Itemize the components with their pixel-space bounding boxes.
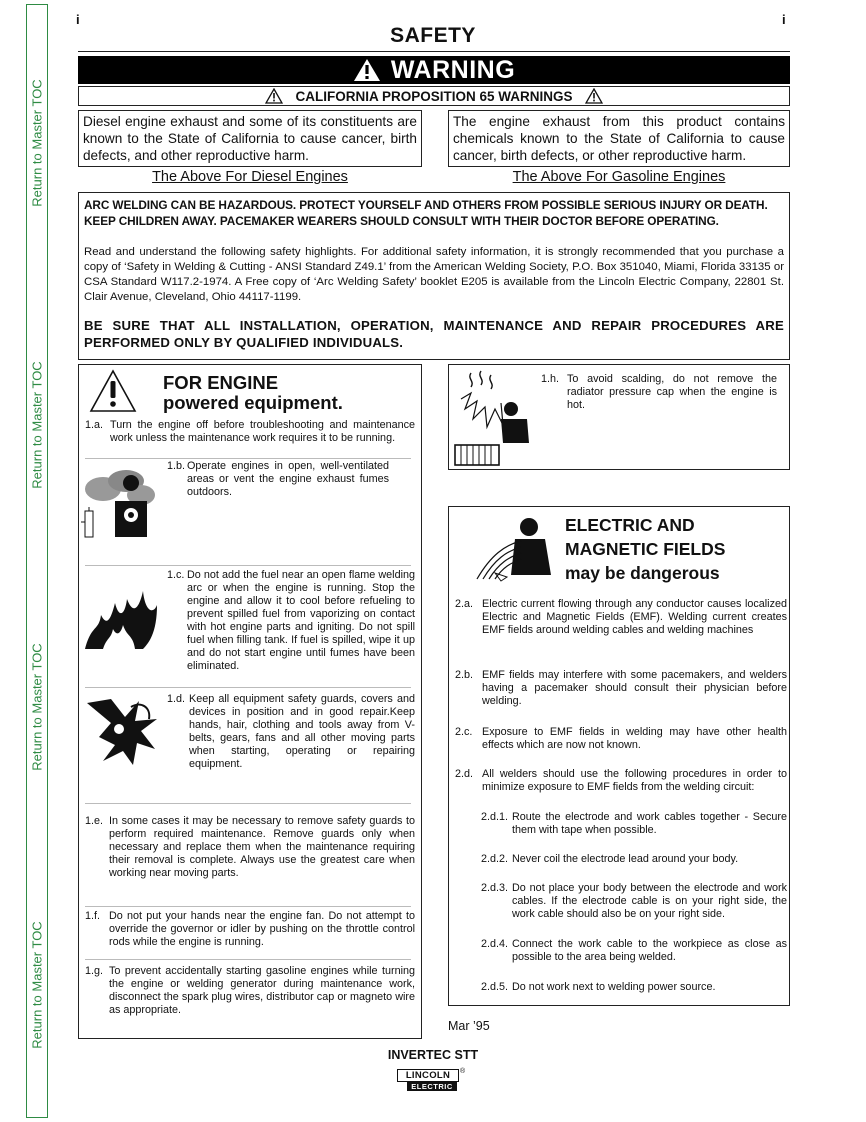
- return-to-master-toc-link[interactable]: Return to Master TOC: [29, 643, 45, 771]
- caution-triangle-icon: [89, 369, 137, 413]
- engine-item-1d: 1.d. Keep all equipment safety guards, covers and devices in position and in good repair.Keep hands, hair, clothing and tools away from V-belts, gears, fans and all other moving parts when starting, operating or repairing equipment.: [167, 693, 415, 770]
- ca-prop65-title: CALIFORNIA PROPOSITION 65 WARNINGS: [295, 88, 573, 104]
- emf-item-2d4: 2.d.4. Connect the work cable to the workpiece as close as possible to the area being welded.: [481, 938, 787, 963]
- warning-triangle-icon: [585, 88, 603, 104]
- title-rule: [78, 51, 790, 52]
- registered-mark: ®: [460, 1068, 466, 1075]
- qualified-personnel-statement: BE SURE THAT ALL INSTALLATION, OPERATION, MAINTENANCE AND REPAIR PROCEDURES ARE PERFORMED ONLY BY QUALIFIED INDIVIDUALS.: [84, 318, 784, 350]
- emf-item-2b: 2.b. EMF fields may interfere with some pacemakers, and welders having a pacemaker should consult their physician before welding.: [455, 669, 787, 707]
- emf-item-2d3: 2.d.3. Do not place your body between the electrode and work cables. If the electrode cable is on your right side, the work cable should also be on your right side.: [481, 882, 787, 920]
- warning-banner: [78, 56, 790, 84]
- lincoln-electric-logo: [397, 1069, 467, 1093]
- hazard-statement: ARC WELDING CAN BE HAZARDOUS. PROTECT YOURSELF AND OTHERS FROM POSSIBLE SERIOUS INJURY OR DEATH. KEEP CHILDREN AWAY. PACEMAKER WEARERS SHOULD CONSULT WITH THEIR DOCTOR BEFORE OPERATING.: [84, 198, 768, 228]
- divider: [85, 565, 411, 566]
- general-hazard-box: [78, 192, 790, 360]
- ca-diesel-warning: Diesel engine exhaust and some of its constituents are known to the State of California to cause cancer, birth defects, and other reproductive harm.: [78, 110, 422, 167]
- divider: [85, 959, 411, 960]
- logo-top: LINCOLN: [397, 1069, 459, 1082]
- welder-emf-icon: [471, 515, 557, 585]
- warning-triangle-icon: [265, 88, 283, 104]
- safety-reference-text: Read and understand the following safety highlights. For additional safety information, it is strongly recommended that you purchase a copy of ‘Safety in Welding & Cutting - ANSI Standard Z49.1’ from the American Welding Society, P.O. Box 351040, Miami, Florida 33135 or CSA Standard W117.2-1974. A Free copy of ‘Arc Welding Safety’ booklet E205 is available from the Lincoln Electric Company, 22801 St. Clair Avenue, Cleveland, Ohio 44117-1199.: [84, 246, 784, 303]
- radiator-safety-box: [448, 364, 790, 470]
- engine-section-title: FOR ENGINE powered equipment.: [163, 372, 343, 413]
- emf-item-2a: 2.a. Electric current flowing through any conductor causes localized Electric and Magnetic Fields (EMF). Welding current creates EMF fields around welding cables and welding machines: [455, 598, 787, 636]
- emf-item-2d: 2.d. All welders should use the following procedures in order to minimize exposure to EMF fields from the welding circuit:: [455, 768, 787, 793]
- engine-item-1g: 1.g. To prevent accidentally starting gasoline engines while turning the engine or welding generator during maintenance work, disconnect the spark plug wires, distributor cap or magneto wire as appropriate.: [85, 965, 415, 1016]
- divider: [85, 803, 411, 804]
- ca-prop65-header: [78, 86, 790, 106]
- moving-parts-hand-icon: [81, 697, 161, 767]
- warning-text: WARNING: [390, 55, 516, 84]
- engine-item-1b: 1.b. Operate engines in open, well-ventilated areas or vent the engine exhaust fumes outdoors.: [167, 460, 389, 498]
- divider: [85, 906, 411, 907]
- flame-icon: [81, 585, 161, 651]
- page-marker-left: i: [76, 12, 80, 27]
- emf-item-2d5: 2.d.5. Do not work next to welding power source.: [481, 981, 716, 993]
- divider: [85, 687, 411, 688]
- return-to-master-toc-link[interactable]: Return to Master TOC: [29, 921, 45, 1049]
- emf-section-title: ELECTRIC AND MAGNETIC FIELDS may be dangerous: [565, 515, 726, 583]
- emf-item-2d2: 2.d.2. Never coil the electrode lead around your body.: [481, 853, 739, 865]
- return-to-master-toc-link[interactable]: Return to Master TOC: [29, 79, 45, 207]
- page-title: SAFETY: [390, 24, 476, 47]
- emf-item-2c: 2.c. Exposure to EMF fields in welding may have other health effects which are now not known.: [455, 726, 787, 751]
- engine-item-1h: 1.h. To avoid scalding, do not remove the radiator pressure cap when the engine is hot.: [541, 373, 777, 411]
- return-to-master-toc-link[interactable]: Return to Master TOC: [29, 361, 45, 489]
- engine-safety-section: [78, 364, 422, 1039]
- radiator-steam-icon: [451, 369, 535, 467]
- revision-date: Mar ’95: [448, 1019, 490, 1033]
- engine-item-1e: 1.e. In some cases it may be necessary to remove safety guards to perform required maintenance. Remove guards only when necessary and replace them when the maintenance requiring their removal is complete. Always use the greatest care when working near moving parts.: [85, 815, 415, 879]
- toc-strip: [26, 4, 48, 1118]
- engine-item-1a: 1.a. Turn the engine off before troubleshooting and maintenance work unless the maintenance work requires it to be running.: [85, 419, 415, 444]
- emf-item-2d1: 2.d.1. Route the electrode and work cables together - Secure them with tape when possible.: [481, 811, 787, 836]
- engine-item-1c: 1.c. Do not add the fuel near an open flame welding arc or when the engine is running. Stop the engine and allow it to cool before refueling to prevent spilled fuel from vaporizing on contact with hot engine parts and igniting. Do not spill fuel when filling tank. If fuel is spilled, wipe it up and do not start engine until fumes have been eliminated.: [167, 569, 415, 672]
- emf-safety-section: [448, 506, 790, 1006]
- exhaust-fumes-icon: [81, 467, 161, 543]
- ca-gasoline-warning: The engine exhaust from this product contains chemicals known to the State of California to cause cancer, birth defects, or other reproductive harm.: [448, 110, 790, 167]
- gasoline-caption: The Above For Gasoline Engines: [512, 169, 726, 185]
- divider: [85, 458, 411, 459]
- engine-item-1f: 1.f. Do not put your hands near the engine fan. Do not attempt to override the governor or idler by pushing on the throttle control rods while the engine is running.: [85, 910, 415, 948]
- page-marker-right: i: [782, 12, 786, 27]
- warning-triangle-icon: [353, 58, 381, 82]
- diesel-caption: The Above For Diesel Engines: [152, 169, 348, 185]
- product-model: INVERTEC STT: [387, 1048, 479, 1062]
- logo-bottom: ELECTRIC: [407, 1082, 457, 1091]
